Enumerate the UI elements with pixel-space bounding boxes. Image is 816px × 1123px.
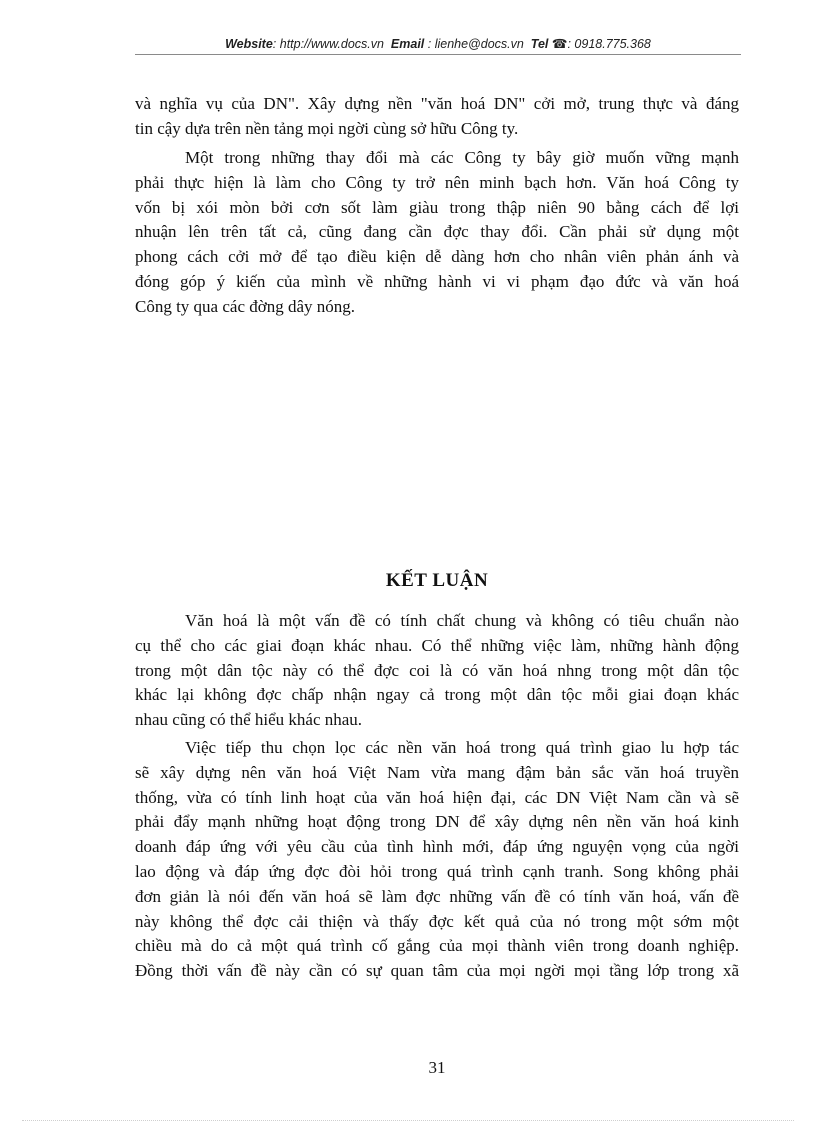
header-divider [135,54,741,55]
email-label: Email [390,37,425,51]
text-line: này không thể đợc cải thiện và thấy đợc kết quả của nó trong một sớm một [135,911,739,931]
text-line: phải thực hiện là làm cho Công ty trở nên minh bạch hơn. Văn hoá Công ty [135,172,739,192]
page-header [135,36,741,51]
website-value: : http://www.docs.vn [272,37,384,51]
text-line: lao động và đáp ứng đợc đòi hỏi trong quá trình cạnh tranh. Song không phải [135,861,739,881]
text-line: phong cách cởi mở để tạo điều kiện dễ dàng hơn cho nhân viên phản ánh và [135,247,739,267]
paragraph-conclusion-1 [135,609,739,733]
text-line: khác lại không đợc chấp nhận ngay cả trong một dân tộc mỗi giai đoạn khác [135,685,739,705]
text-line: Việc tiếp thu chọn lọc các nền văn hoá trong quá trình giao lu hợp tác [185,738,739,757]
text-line: thống, vừa có tính linh hoạt của văn hoá hiện đại, các DN Việt Nam cần và sẽ [135,787,739,807]
text-line: sẽ xây dựng nên văn hoá Việt Nam vừa mang đậm bản sắc văn hoá truyền [135,762,739,782]
text-line: Công ty qua các đờng dây nóng. [135,296,356,316]
paragraph-transparency [135,146,739,320]
text-line: chiều mà do cả một quá trình cố gắng của mọi thành viên trong doanh nghiệp. [135,936,739,956]
text-line: doanh đáp ứng với yêu cầu của tình hình mới, đáp ứng nguyện vọng của ngời [135,837,739,857]
text-line: đóng góp ý kiến của mình về những hành vi vi phạm đạo đức và văn hoá [135,271,739,291]
text-line: cụ thể cho các giai đoạn khác nhau. Có thể những việc làm, những hành động [135,635,739,655]
website-label: Website [225,37,273,51]
paragraph-conclusion-2 [135,736,739,984]
text-line: Văn hoá là một vấn đề có tính chất chung và không có tiêu chuẩn nào [185,611,739,630]
phone-icon: ☎ [551,37,568,51]
text-line: Đồng thời vấn đề này cần có sự quan tâm của mọi ngời mọi tầng lớp trong xã [135,961,739,981]
text-line: và nghĩa vụ của DN". Xây dựng nền "văn hoá DN" cởi mở, trung thực và đáng [135,94,739,113]
paragraph-continuation [135,92,739,142]
text-line: trong một dân tộc này có thể đợc coi là có văn hoá nhng trong một dân tộc [135,660,739,680]
footer-divider [22,1120,794,1121]
text-line: đơn giản là nói đến văn hoá sẽ làm đợc những vấn đề có tính văn hoá, vấn đề [135,886,739,906]
page-number: 31 [428,1058,446,1077]
tel-value: : 0918.775.368 [567,37,651,51]
text-line: nhau cũng có thể hiểu khác nhau. [135,710,363,730]
tel-label: Tel [530,37,549,51]
section-title: KẾT LUẬN [385,570,489,591]
text-line: Một trong những thay đổi mà các Công ty bây giờ muốn vững mạnh [185,148,739,167]
text-line: vốn bị xói mòn bởi cơn sốt làm giàu trong thập niên 90 bằng cách để lợi [135,197,739,217]
email-value: : lienhe@docs.vn [424,37,524,51]
text-line: tin cậy dựa trên nền tảng mọi ngời cùng sở hữu Công ty. [135,118,519,138]
text-line: phải đẩy mạnh những hoạt động trong DN để xây dựng nên nền văn hoá kinh [135,812,739,832]
text-line: nhuận lên trên tất cả, cũng đang cần đợc thay đổi. Cần phải sử dụng một [135,222,739,242]
